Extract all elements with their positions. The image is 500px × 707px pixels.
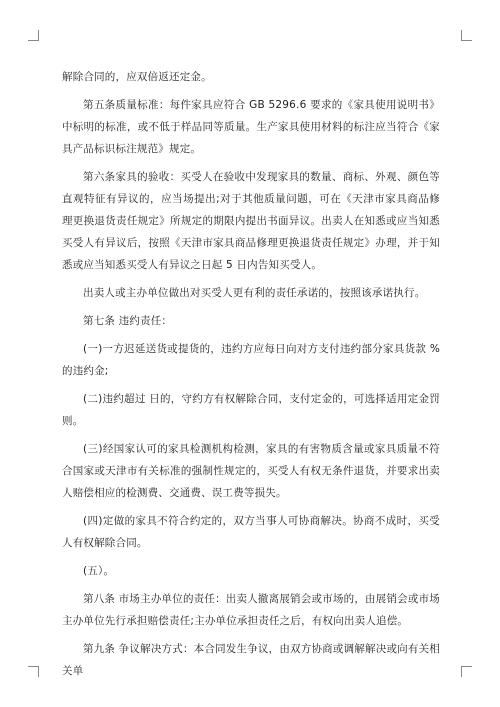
- document-body: [62, 66, 440, 688]
- crop-mark-top-right: [461, 30, 472, 41]
- paragraph-article-7-heading: 第七条 违约责任：: [83, 315, 173, 327]
- paragraph-contract-termination: 解除合同的，应双倍返还定金。: [62, 71, 212, 83]
- paragraph-seller-commitment: 出卖人或主办单位做出对买受人更有利的责任承诺的，按照该承诺执行。: [83, 287, 426, 299]
- paragraph-article-9-disputes: 第九条 争议解决方式：本合同发生争议，由双方协商或调解解决或向有关相关单: [62, 643, 440, 677]
- paragraph-article-7-item-4: (四)定做的家具不符合约定的，双方当事人可协商解决。协商不成时，买受人有权解除合同。: [62, 515, 440, 549]
- paragraph-article-7-item-3: (三)经国家认可的家具检测机构检测，家具的有害物质含量或家具质量不符合国家或天津市有关标准的强制性规定的，买受人有权无条件退货，并要求出卖人赔偿相应的检测费、交通费、误工费等损失。: [62, 443, 440, 499]
- paragraph-article-7-item-1: (一)一方迟延送货或提货的，违约方应每日向对方支付违约部分家具货款 %的违约金;: [62, 343, 440, 377]
- crop-mark-bottom-left: [28, 666, 39, 677]
- paragraph-article-6-acceptance: 第六条家具的验收：买受人在验收中发现家具的数量、商标、外观、颜色等直观特征有异议的，应当场提出;对于其他质量问题，可在《天津市家具商品修理更换退货责任规定》所规定的期限内提出书面异议。出卖人在知悉或应当知悉买受人有异议后，按照《天津市家具商品修理更换退货责任规定》办理，并于知悉或应当知悉买受人有异议之日起 5 日内告知买受人。: [62, 171, 440, 271]
- paragraph-article-7-item-2: (二)违约超过 日的，守约方有权解除合同，支付定金的，可选择适用定金罚则。: [62, 393, 440, 427]
- crop-mark-bottom-right: [461, 666, 472, 677]
- paragraph-article-5-quality: 第五条质量标准：每件家具应符合 GB 5296.6 要求的《家具使用说明书》中标明的标准，或不低于样品同等质量。生产家具使用材料的标注应当符合《家具产品标识标注规范》规定。: [62, 99, 440, 155]
- paragraph-article-7-item-5: (五）。: [83, 565, 115, 577]
- paragraph-article-8-organizer: 第八条 市场主办单位的责任：出卖人撤离展销会或市场的，由展销会或市场主办单位先行承担赔偿责任;主办单位承担责任之后，有权向出卖人追偿。: [62, 593, 440, 627]
- crop-mark-top-left: [28, 30, 39, 41]
